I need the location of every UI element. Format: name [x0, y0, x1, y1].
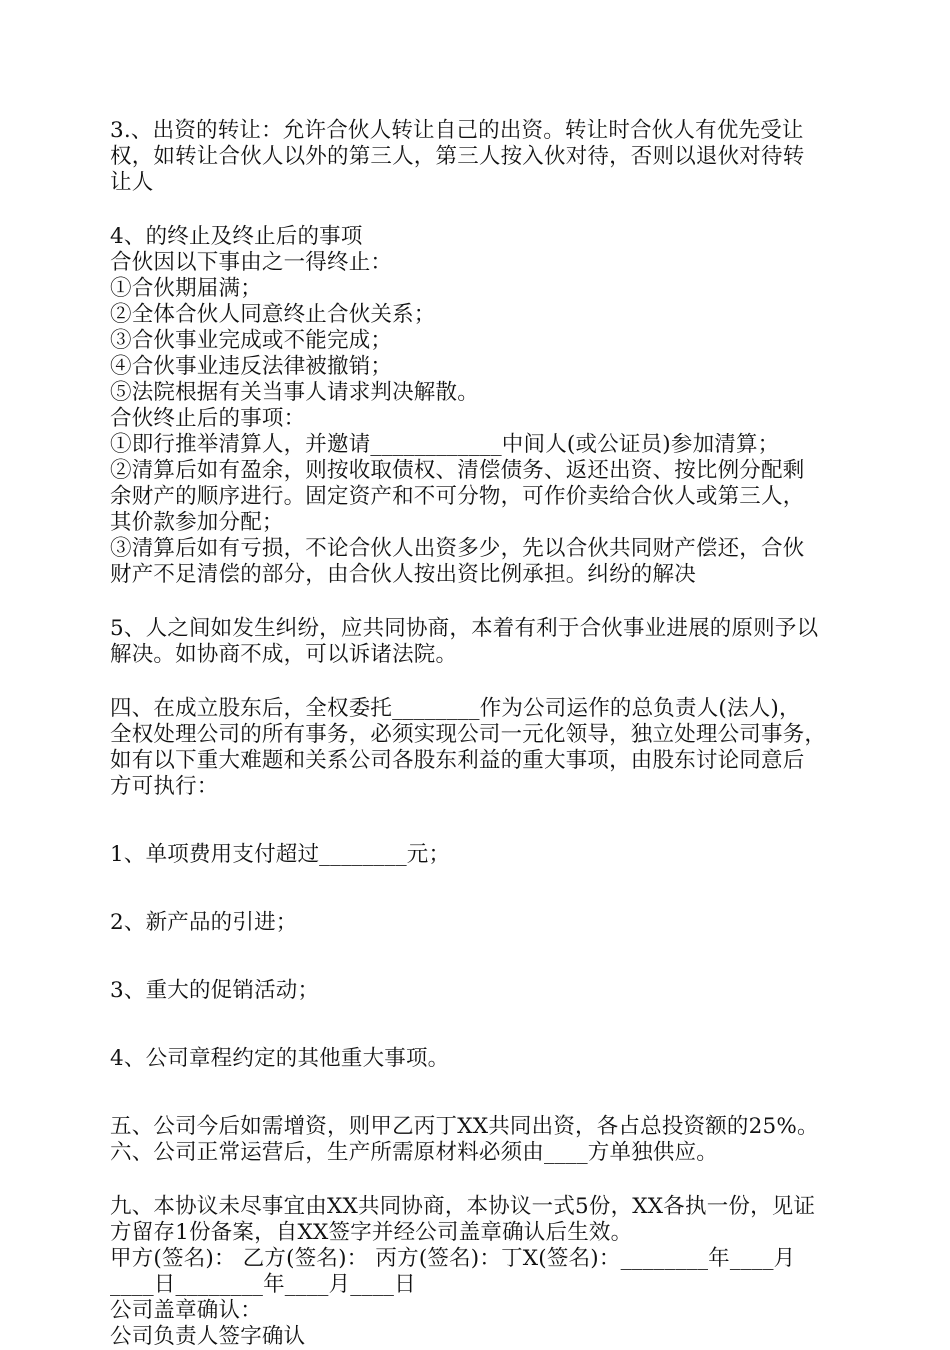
text-line: 5、人之间如发生纠纷，应共同协商，本着有利于合伙事业进展的原则予以	[110, 616, 819, 641]
list-item: ①即行推举清算人，并邀请____________中间人(或公证员)参加清算；	[110, 432, 780, 457]
text-line: 权，如转让合伙人以外的第三人，第三人按入伙对待，否则以退伙对待转	[110, 144, 805, 169]
text-line: 让人	[110, 170, 154, 195]
text-line: 余财产的顺序进行。固定资产和不可分物，可作价卖给合伙人或第三人，	[110, 484, 805, 509]
list-item: ②清算后如有盈余，则按收取债权、清偿债务、返还出资、按比例分配剩	[110, 458, 805, 483]
text-line: 如有以下重大难题和关系公司各股东利益的重大事项，由股东讨论同意后	[110, 748, 805, 773]
signature-line: 甲方(签名)： 乙方(签名)： 丙方(签名)：丁X(签名)：________年____月	[110, 1246, 796, 1271]
list-item: 2、新产品的引进；	[110, 910, 298, 935]
text-line: 全权处理公司的所有事务，必须实现公司一元化领导，独立处理公司事务，	[110, 722, 827, 747]
list-item: ①合伙期届满；	[110, 276, 262, 301]
text-line: 四、在成立股东后，全权委托________作为公司运作的总负责人(法人)，	[110, 696, 801, 721]
list-item: 1、单项费用支付超过________元；	[110, 842, 451, 867]
list-item: 4、公司章程约定的其他重大事项。	[110, 1046, 450, 1071]
company-seal-line: 公司盖章确认：	[110, 1298, 262, 1323]
list-item: 3、重大的促销活动；	[110, 978, 320, 1003]
list-item: ④合伙事业违反法律被撤销；	[110, 354, 393, 379]
text-line: 九、本协议未尽事宜由XX共同协商，本协议一式5份，XX各执一份，见证	[110, 1194, 816, 1219]
list-item: ⑤法院根据有关当事人请求判决解散。	[110, 380, 479, 405]
signature-date-line: ____日________年____月____日	[110, 1272, 416, 1297]
text-line: 五、公司今后如需增资，则甲乙丙丁XX共同出资，各占总投资额的25%。	[110, 1114, 819, 1139]
responsible-signature-line: 公司负责人签字确认	[110, 1324, 306, 1349]
text-line: 3.、出资的转让：允许合伙人转让自己的出资。转让时合伙人有优先受让	[110, 118, 804, 143]
text-line: 财产不足清偿的部分，由合伙人按出资比例承担。纠纷的解决	[110, 562, 696, 587]
text-line: 解决。如协商不成，可以诉诸法院。	[110, 642, 458, 667]
text-line: 合伙终止后的事项：	[110, 406, 306, 431]
list-item: ③清算后如有亏损，不论合伙人出资多少，先以合伙共同财产偿还，合伙	[110, 536, 805, 561]
list-item: ③合伙事业完成或不能完成；	[110, 328, 393, 353]
list-item: ②全体合伙人同意终止合伙关系；	[110, 302, 436, 327]
text-line: 其价款参加分配；	[110, 510, 284, 535]
text-line: 合伙因以下事由之一得终止：	[110, 250, 393, 275]
text-line: 方可执行：	[110, 774, 219, 799]
section-heading: 4、的终止及终止后的事项	[110, 224, 363, 249]
text-line: 方留存1份备案，自XX签字并经公司盖章确认后生效。	[110, 1220, 633, 1245]
document-page	[110, 118, 840, 1350]
text-line: 六、公司正常运营后，生产所需原材料必须由____方单独供应。	[110, 1140, 719, 1165]
